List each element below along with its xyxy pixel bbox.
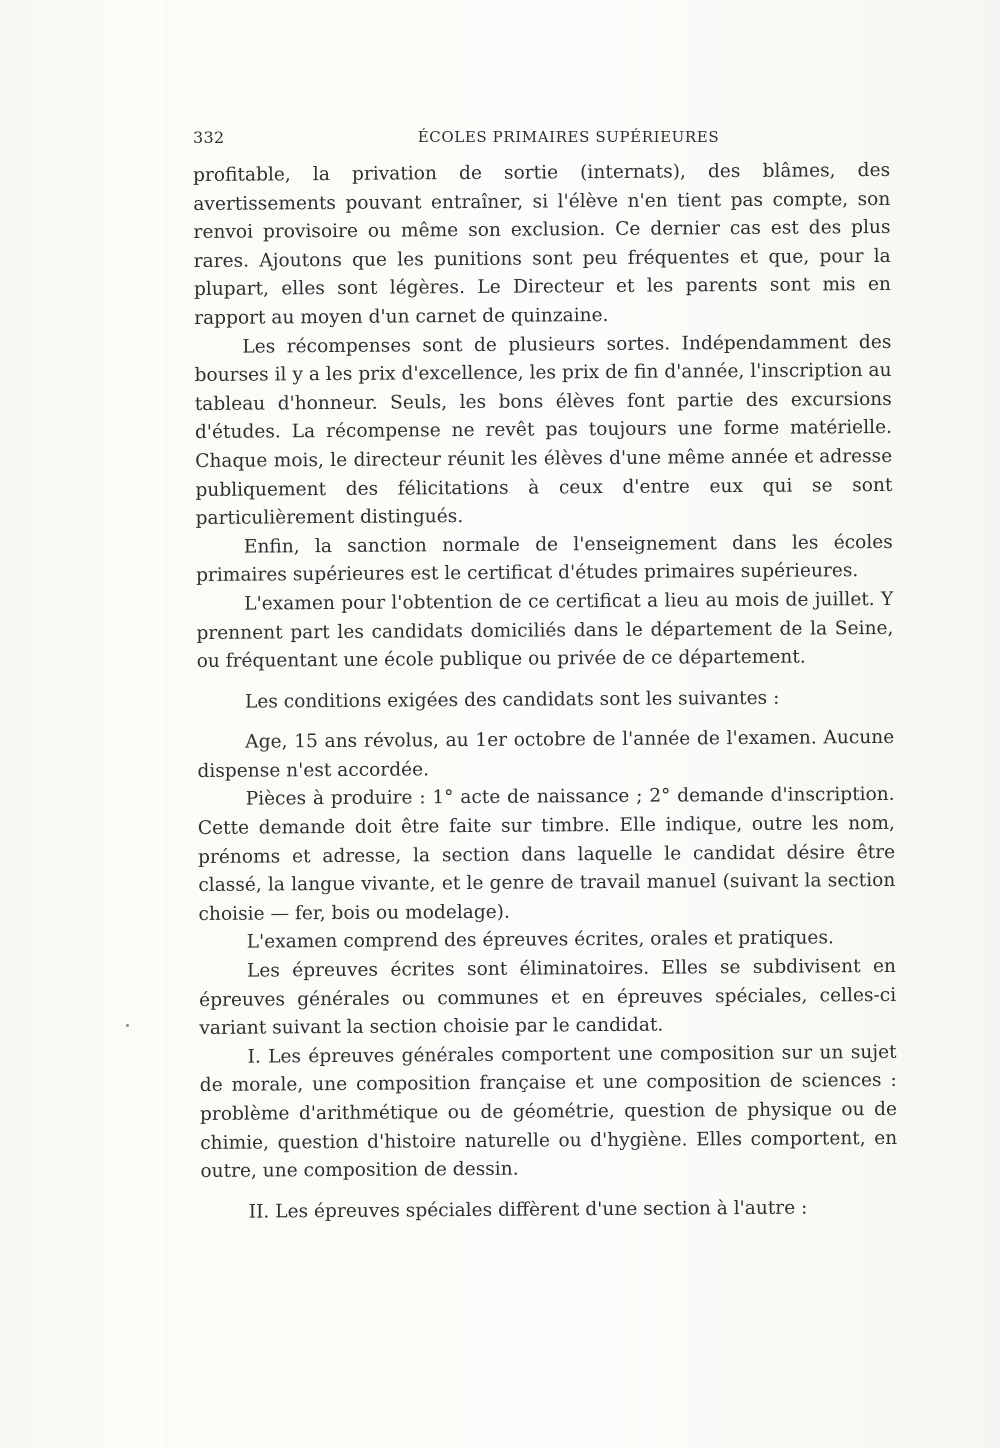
paragraph-rewards: Les récompenses sont de plusieurs sortes. Indépendamment des bourses il y a les prix d'excellence, les prix de fin d'année, l'inscription au tableau d'honneur. Seuls, les bons élèves font partie des excursions d'études. La récompense ne revêt pas toujours une forme matérielle. Chaque mois, le directeur réunit les élèves d'une même année et adresse publiquement des félicitations à ceux d'entre eux qui se sont particulièrement distingués. (194, 331, 893, 530)
paragraph-written-exams: Les épreuves écrites sont éliminatoires. Elles se subdivisent en épreuves générales ou communes et en épreuves spéciales, celles-ci variant suivant la section choisie par le candidat. (199, 955, 897, 1040)
paragraph-punishments-continued: profitable, la privation de sortie (internats), des blâmes, des avertissements pouvant entraîner, si l'élève n'en tient pas compte, son renvoi provisoire ou même son exclusion. Ce dernier cas est des plus rares. Ajoutons que les punitions sont peu fréquentes et que, pour la plupart, elles sont légères. Le Directeur et les parents sont mis en rapport au moyen d'un carnet de quinzaine. (193, 159, 891, 329)
paragraph-conditions-intro: Les conditions exigées des candidats sont les suivantes : (244, 687, 780, 713)
paragraph-exam-date: L'examen pour l'obtention de ce certificat a lieu au mois de juillet. Y prennent part les candidats domiciliés dans le département de la Seine, ou fréquentant une école publique ou privée de ce département. (196, 588, 894, 673)
page-number: 332 (193, 128, 225, 147)
running-header (193, 128, 890, 154)
paragraph-documents: Pièces à produire : 1° acte de naissance ; 2° demande d'inscription. Cette demande doit être faite sur timbre. Elle indique, outre les nom, prénoms et adresse, la section dans laquelle le candidat désire être classé, la langue vivante, et le genre de travail manuel (suivant la section choisie — fer, bois ou modelage). (197, 784, 896, 925)
page-gutter-shadow (166, 0, 167, 1448)
print-speck (126, 1024, 129, 1027)
running-title: ÉCOLES PRIMAIRES SUPÉRIEURES (417, 128, 720, 146)
paragraph-special-exams: II. Les épreuves spéciales diffèrent d'une section à l'autre : (248, 1197, 808, 1223)
paragraph-age-condition: Age, 15 ans révolus, au 1er octobre de l'année de l'examen. Aucune dispense n'est accordée. (197, 727, 895, 782)
paragraph-exam-parts: L'examen comprend des épreuves écrites, orales et pratiques. (246, 927, 834, 954)
body-text (193, 157, 898, 1227)
paragraph-general-exams: I. Les épreuves générales comportent une composition sur un sujet de morale, une composition française et une composition de sciences : problème d'arithmétique ou de géométrie, question de physique ou de chimie, question d'histoire naturelle ou d'hygiène. Elles comportent, en outre, une composition de dessin. (199, 1041, 898, 1183)
paragraph-certificate: Enfin, la sanction normale de l'enseignement dans les écoles primaires supérieures est le certificat d'études primaires supérieures. (195, 531, 893, 587)
